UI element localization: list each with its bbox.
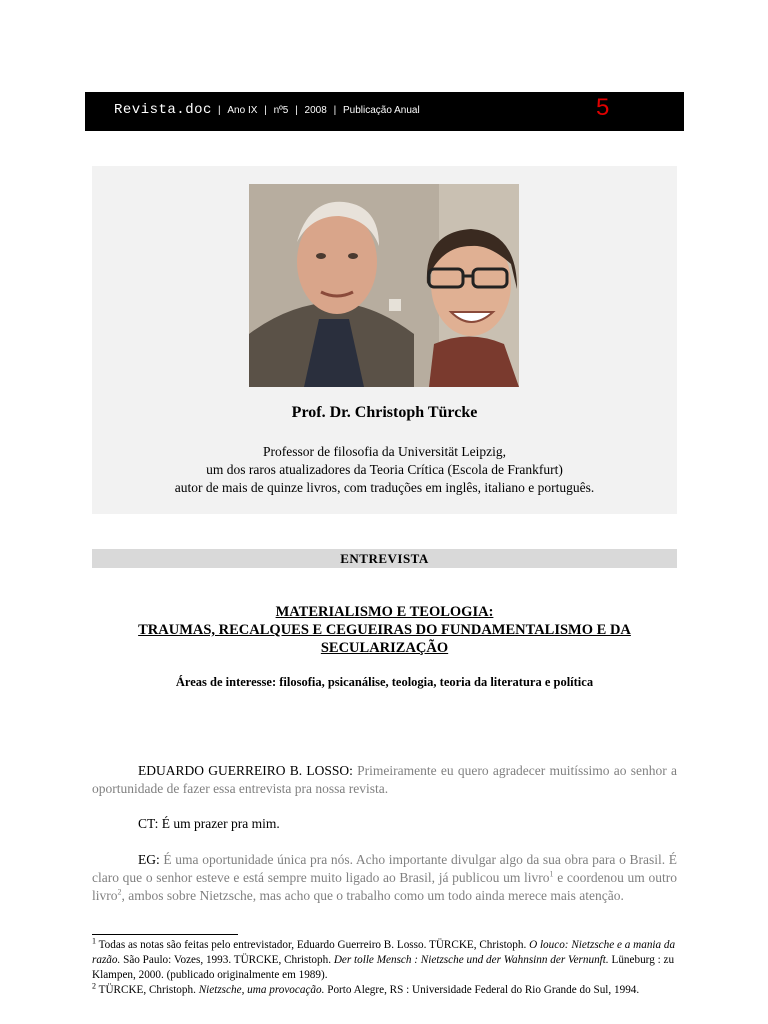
article-title-line: MATERIALISMO E TEOLOGIA: bbox=[275, 604, 494, 620]
footnote-text: Todas as notas são feitas pelo entrevistador, Eduardo Guerreiro B. Losso. TÜRCKE, Christoph. bbox=[98, 939, 527, 951]
footnote-book-title: Der tolle Mensch : Nietzsche und der Wahnsinn der Vernunft. bbox=[333, 954, 609, 966]
footnote-ref[interactable]: 1 bbox=[549, 869, 554, 879]
footnote-divider bbox=[92, 934, 238, 935]
footnote-number: 2 bbox=[92, 981, 96, 991]
footnote-text: Porto Alegre, RS : Universidade Federal do Rio Grande do Sul, 1994. bbox=[327, 984, 640, 996]
footnote-2 bbox=[92, 983, 677, 998]
section-heading: ENTREVISTA bbox=[92, 549, 677, 568]
separator: | bbox=[264, 105, 267, 116]
journal-issue: nº5 bbox=[273, 105, 289, 116]
article-title bbox=[92, 603, 677, 657]
portrait-photo bbox=[249, 184, 519, 387]
footnote-text: TÜRCKE, Christoph. bbox=[98, 984, 196, 996]
footnote-book-title: O louco: Nietzsche e a mania da razão. bbox=[92, 939, 676, 966]
separator: | bbox=[333, 105, 337, 116]
journal-year: Ano IX bbox=[227, 105, 258, 116]
question-text: Primeiramente eu quero agradecer muitíssimo ao senhor a oportunidade de fazer essa entrevista pra nossa revista. bbox=[92, 763, 678, 796]
speaker-name: EG: bbox=[138, 852, 160, 867]
article-title-line: SECULARIZAÇÃO bbox=[320, 640, 449, 656]
profile-description-line: Professor de filosofia da Universität Leipzig, bbox=[263, 444, 506, 459]
journal-frequency: Publicação Anual bbox=[342, 105, 420, 116]
speaker-name: EDUARDO GUERREIRO B. LOSSO: bbox=[138, 763, 353, 778]
question-text: , ambos sobre Nietzsche, mas acho que o trabalho como um todo ainda merece mais atenção. bbox=[121, 888, 624, 903]
footnote-book-title: Nietzsche, uma provocação. bbox=[198, 984, 325, 996]
journal-header-bar bbox=[85, 92, 684, 131]
footnote-number: 1 bbox=[92, 936, 96, 946]
page-number: 5 bbox=[596, 94, 610, 121]
answer-text: CT: É um prazer pra mim. bbox=[138, 816, 280, 831]
profile-description bbox=[92, 443, 677, 497]
journal-date: 2008 bbox=[304, 105, 327, 116]
footnote-text: São Paulo: Vozes, 1993. TÜRCKE, Christoph. bbox=[123, 954, 332, 966]
interview-paragraph-2 bbox=[92, 815, 677, 833]
interview-paragraph-1 bbox=[92, 762, 677, 798]
question-text: É uma oportunidade única pra nós. Acho importante divulgar algo da sua obra para o Brasil. É claro que o senhor esteve e está sempre muito ligado ao Brasil, já publicou um livro bbox=[92, 852, 677, 885]
interview-paragraph-3 bbox=[92, 851, 677, 905]
footnotes bbox=[92, 938, 677, 998]
journal-meta bbox=[216, 105, 422, 116]
profile-description-line: autor de mais de quinze livros, com traduções em inglês, italiano e português. bbox=[174, 480, 595, 495]
question-text: e coordenou um outro livro bbox=[92, 870, 677, 903]
profile-description-line: um dos raros atualizadores da Teoria Crítica (Escola de Frankfurt) bbox=[206, 462, 563, 477]
profile-box bbox=[92, 166, 677, 514]
footnote-1 bbox=[92, 938, 677, 983]
separator: | bbox=[218, 105, 221, 116]
areas-of-interest: Áreas de interesse: filosofia, psicanálise, teologia, teoria da literatura e política bbox=[175, 675, 594, 689]
footnote-ref[interactable]: 2 bbox=[117, 887, 122, 897]
profile-name: Prof. Dr. Christoph Türcke bbox=[291, 404, 478, 421]
portrait-photo-illustration bbox=[249, 184, 519, 387]
article-title-line: TRAUMAS, RECALQUES E CEGUEIRAS DO FUNDAMENTALISMO E DA bbox=[138, 622, 631, 638]
journal-title: Revista.doc bbox=[114, 102, 212, 118]
footnote-text: Lüneburg : zu Klampen, 2000. (publicado originalmente em 1989). bbox=[92, 954, 675, 981]
separator: | bbox=[295, 105, 298, 116]
